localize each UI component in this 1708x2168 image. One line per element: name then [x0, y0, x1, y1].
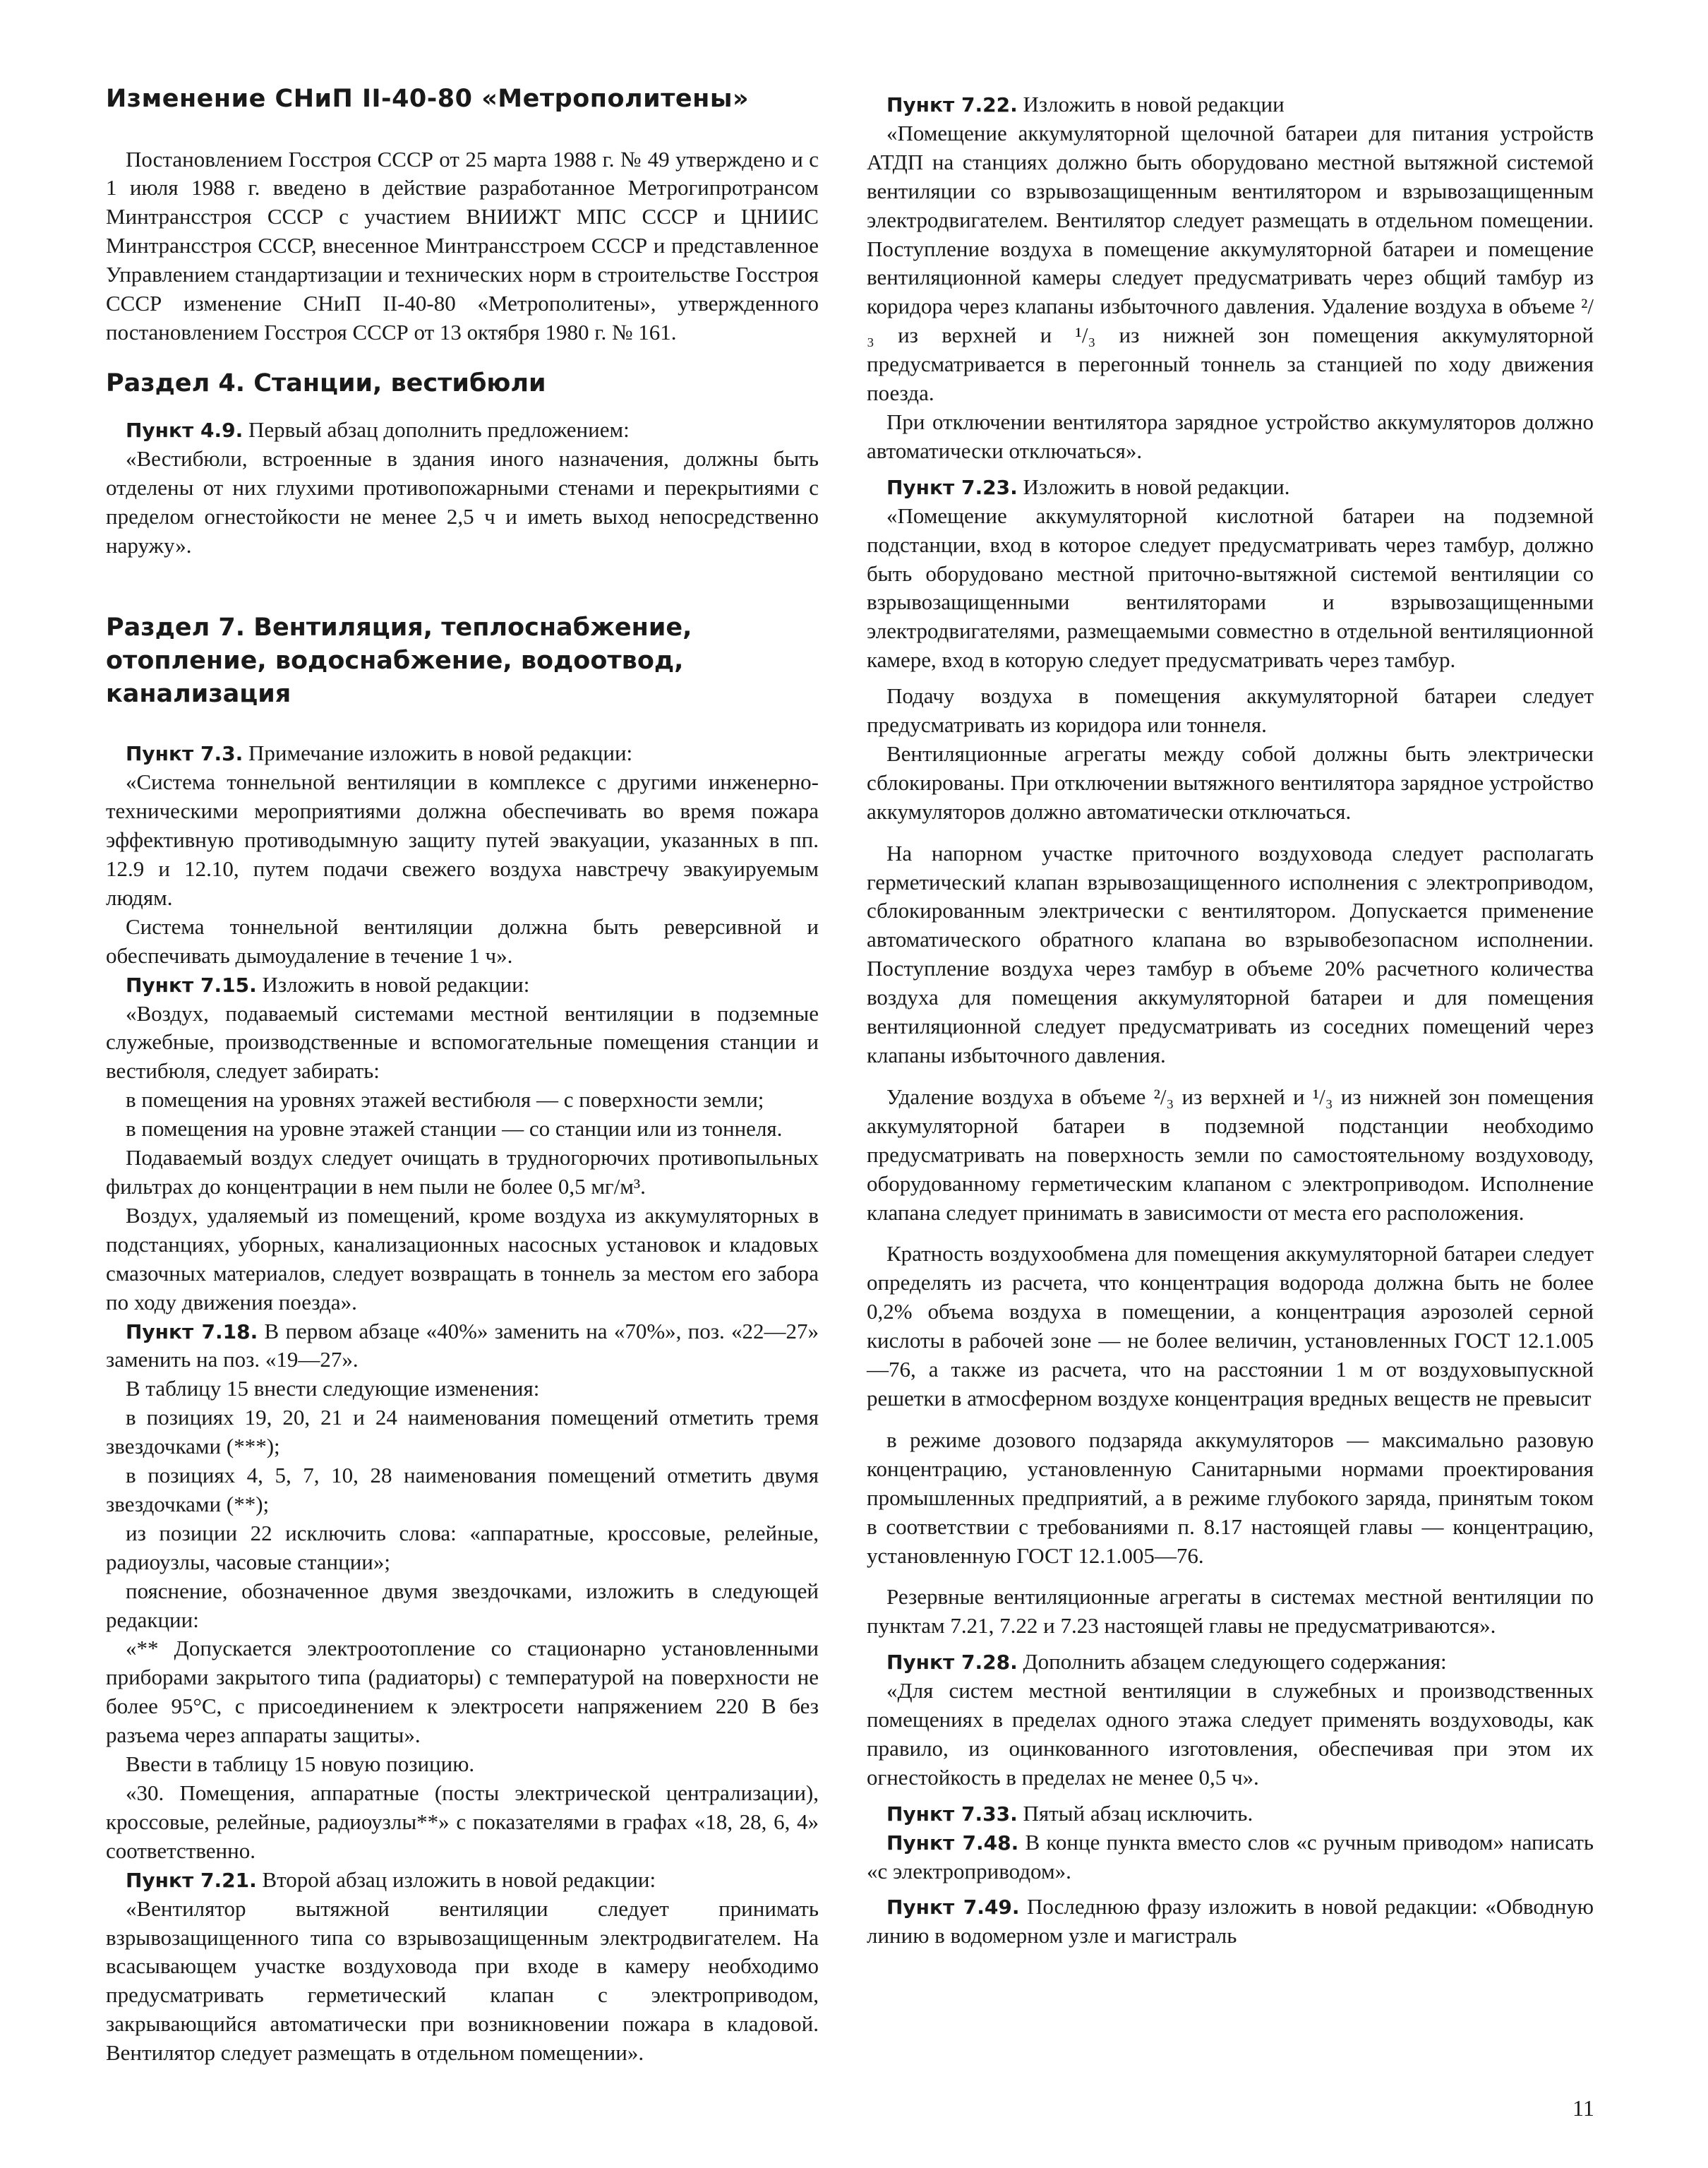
- paragraph-7-23-a: «Помещение аккумуляторной кислотной батареи на подземной подстанции, вход в которое следует предусматривать через тамбур, должно быть оборудовано местной приточно-вытяжной системой вентиляции со взрывозащищенными вентиляторами и взрывозащищенными электродвигателями, размещаемыми совместно в отдельной вентиляционной камере, вход в которую следует предусматривать через тамбур.: [867, 503, 1594, 673]
- paragraph-7-15-c: в помещения на уровне этажей станции — со станции или из тоннеля.: [126, 1116, 783, 1142]
- clause-label-7-33: Пункт 7.33.: [886, 1802, 1018, 1826]
- paragraph-7-15: [106, 971, 819, 1000]
- paragraph-4-9-text: «Вестибюли, встроенные в здания иного назначения, должны быть отделены от них глухими противопожарными стенами и перекрытиями с пределом огнестойкости не менее 2,5 ч и иметь выход непосредственно наружу».: [106, 446, 819, 558]
- clause-text-4-9: Первый абзац дополнить предложением:: [243, 417, 630, 443]
- clause-text-7-33: Пятый абзац исключить.: [1017, 1800, 1253, 1826]
- clause-label-7-48: Пункт 7.48.: [886, 1831, 1019, 1855]
- paragraph-7-23-c: Вентиляционные агрегаты между собой должны быть электрически сблокированы. При отключении вытяжного вентилятора зарядное устройство аккумуляторов должно автоматически отключаться.: [867, 741, 1594, 824]
- clause-text-7-23: Изложить в новой редакции.: [1017, 474, 1290, 499]
- clause-label-7-22: Пункт 7.22.: [886, 93, 1018, 116]
- clause-text-7-21: Второй абзац изложить в новой редакции:: [256, 1867, 656, 1892]
- intro-paragraph: Постановлением Госстроя СССР от 25 марта 1988 г. № 49 утверждено и с 1 июля 1988 г. введено в действие разработанное Метрогипротрансом Минтрансстроя СССР с участием ВНИИЖТ МПС СССР и ЦНИИС Минтрансстроя СССР, внесенное Минтрансстроем СССР и представленное Управлением стандартизации и технических норм в строительстве Госстроя СССР изменение СНиП II-40-80 «Метрополитены», утвержденного постановлением Госстроя СССР от 13 октября 1980 г. № 161.: [106, 146, 819, 345]
- paragraph-7-23-g: в режиме дозового подзаряда аккумуляторов — максимально разовую концентрацию, установленную Санитарными нормами проектирования промышленных предприятий, а в режиме глубокого заряда, принятым током в соответствии с требованиями п. 8.17 настоящей главы — концентрацию, установленную ГОСТ 12.1.005—76.: [867, 1427, 1594, 1568]
- paragraph-7-23-h: Резервные вентиляционные агрегаты в системах местной вентиляции по пунктам 7.21, 7.22 и 7.23 настоящей главы не предусматриваются».: [867, 1584, 1594, 1639]
- paragraph-7-23: [867, 473, 1594, 502]
- paragraph-7-21-a: «Вентилятор вытяжной вентиляции следует принимать взрывозащищенного типа со взрывозащищенным электродвигателем. На всасывающем участке воздуховода при входе в камеру необходимо предусматривать герметический клапан с электроприводом, закрывающийся автоматически при возникновении пожара в кладовой. Вентилятор следует размещать в отдельном помещении».: [106, 1895, 819, 2066]
- paragraph-7-18-c: в позициях 4, 5, 7, 10, 28 наименования помещений отметить двумя звездочками (**);: [106, 1463, 819, 1516]
- clause-label-7-15: Пункт 7.15.: [126, 973, 257, 997]
- paragraph-7-15-e: Воздух, удаляемый из помещений, кроме воздуха из аккумуляторных в подстанциях, уборных, канализационных насосных установок и кладовых смазочных материалов, следует возвращать в тоннель за местом его забора по ходу движения поезда».: [106, 1202, 819, 1314]
- right-column: [867, 90, 1594, 1951]
- paragraph-7-23-e: Удаление воздуха в объеме ²/₃ из верхней и ¹/₃ из нижней зон помещения аккумуляторной батареи в подземной подстанции необходимо предусматривать на поверхность земли по самостоятельному воздуховоду, оборудованному герметическим клапаном с электроприводом. Исполнение клапана следует принимать в зависимости от места его расположения.: [867, 1084, 1594, 1225]
- paragraph-7-15-b: в помещения на уровнях этажей вестибюля — с поверхности земли;: [126, 1087, 764, 1113]
- paragraph-7-22-b: При отключении вентилятора зарядное устройство аккумуляторов должно автоматически отключаться».: [867, 409, 1594, 463]
- paragraph-7-22-a: «Помещение аккумуляторной щелочной батареи для питания устройств АТДП на станциях должно быть оборудовано местной вытяжной системой вентиляции со взрывозащищенным вентилятором и взрывозащищенным электродвигателем. Вентилятор следует размещать в отдельном помещении. Поступление воздуха в помещение аккумуляторной батареи и помещение вентиляционной камеры следует предусматривать через общий тамбур из коридора через клапаны избыточного давления. Удаление воздуха в объеме ²/₃ из верхней и ¹/₃ из нижней зон помещения аккумуляторной предусматривается в перегонный тоннель за станцией по ходу движения поезда.: [867, 120, 1594, 406]
- clause-label-4-9: Пункт 4.9.: [126, 419, 243, 443]
- paragraph-7-18-f: «** Допускается электроотопление со стационарно установленными приборами закрытого типа (радиаторы) с температурой на поверхности не более 95°С, с присоединением к электросети напряжением 220 В без разъема через аппараты защиты».: [106, 1636, 819, 1748]
- paragraph-7-18-h: «30. Помещения, аппаратные (посты электрической централизации), кроссовые, релейные, радиоузлы**» с показателями в графах «18, 28, 6, 4» соответственно.: [106, 1780, 819, 1863]
- paragraph-7-18: [106, 1317, 819, 1375]
- clause-label-7-18: Пункт 7.18.: [126, 1319, 258, 1343]
- paragraph-7-23-d: На напорном участке приточного воздуховода следует располагать герметический клапан взрывозащищенного исполнения с электроприводом, сблокированным электрически с вентилятором. Допускается применение автоматического обратного клапана во взрывобезопасном исполнении. Поступление воздуха через тамбур в объеме 20% расчетного количества воздуха для помещения аккумуляторной батареи и для помещения вентиляционной следует предусматривать из соседних помещений через клапаны избыточного давления.: [867, 840, 1594, 1067]
- paragraph-7-49: [867, 1893, 1594, 1951]
- clause-text-7-3: Примечание изложить в новой редакции:: [243, 741, 633, 766]
- clause-label-7-28: Пункт 7.28.: [886, 1651, 1018, 1675]
- paragraph-7-18-a: В таблицу 15 внести следующие изменения:: [126, 1376, 540, 1401]
- paragraph-7-3-b: Система тоннельной вентиляции должна быть реверсивной и обеспечивать дымоудаление в течение 1 ч».: [106, 914, 819, 968]
- clause-label-7-49: Пункт 7.49.: [886, 1895, 1020, 1920]
- clause-text-7-22: Изложить в новой редакции: [1017, 92, 1285, 116]
- paragraph-7-22: [867, 90, 1594, 119]
- paragraph-7-18-d: из позиции 22 исключить слова: «аппаратные, кроссовые, релейные, радиоузлы, часовые станции»;: [106, 1520, 819, 1574]
- clause-text-7-28: Дополнить абзацем следующего содержания:: [1017, 1649, 1447, 1675]
- page-number: 11: [1572, 2095, 1594, 2121]
- clause-text-7-15: Изложить в новой редакции:: [256, 971, 530, 997]
- paragraph-4-9: [106, 416, 819, 445]
- section-7-heading: Раздел 7. Вентиляция, теплоснабжение, отопление, водоснабжение, водоотвод, канализация: [106, 613, 692, 709]
- paragraph-7-23-f: Кратность воздухообмена для помещения аккумуляторной батареи следует определять из расчета, что концентрация водорода должна быть не более 0,2% объема воздуха в помещении, а концентрация аэрозолей серной кислоты в рабочей зоне — не более величин, установленных ГОСТ 12.1.005—76, а также из расчета, что на расстоянии 1 м от воздуховыпускной решетки в атмосферном воздухе концентрация вредных веществ не превысит: [867, 1241, 1594, 1411]
- clause-label-7-23: Пункт 7.23.: [886, 475, 1018, 499]
- paragraph-7-18-e: пояснение, обозначенное двумя звездочками, изложить в следующей редакции:: [106, 1578, 819, 1632]
- paragraph-7-3-a: «Система тоннельной вентиляции в комплексе с другими инженерно-техническими мероприятиями должна обеспечивать во время пожара эффективную противодымную защиту путей эвакуации, указанных в пп. 12.9 и 12.10, путем подачи свежего воздуха навстречу эвакуируемым людям.: [106, 769, 819, 910]
- paragraph-7-18-g: Ввести в таблицу 15 новую позицию.: [126, 1751, 475, 1777]
- paragraph-7-28: [867, 1648, 1594, 1677]
- paragraph-7-23-b: Подачу воздуха в помещения аккумуляторной батареи следует предусматривать из коридора или тоннеля.: [867, 683, 1594, 738]
- clause-text-7-49: Последнюю фразу изложить в новой редакции: «Обводную линию в водомерном узле и магистраль: [867, 1894, 1594, 1948]
- clause-text-7-48: В конце пункта вместо слов «с ручным приводом» написать «с электроприводом».: [867, 1829, 1594, 1883]
- clause-text-7-18: В первом абзаце «40%» заменить на «70%», поз. «22—27» заменить на поз. «19—27».: [106, 1318, 819, 1372]
- paragraph-7-21: [106, 1866, 819, 1895]
- clause-label-7-3: Пункт 7.3.: [126, 742, 243, 766]
- paragraph-7-28-a: «Для систем местной вентиляции в служебных и производственных помещениях в пределах одного этажа следует применять воздуховоды, как правило, из оцинкованного изготовления, обеспечивая при этом их огнестойкость в пределах не менее 0,5 ч».: [867, 1678, 1594, 1790]
- paragraph-7-15-d: Подаваемый воздух следует очищать в трудногорючих противопыльных фильтрах до концентрации в нем пыли не более 0,5 мг/м³.: [106, 1145, 819, 1199]
- left-column: [106, 83, 819, 2068]
- paragraph-7-3: [106, 739, 819, 768]
- document-title: Изменение СНиП II-40-80 «Метрополитены»: [106, 85, 750, 113]
- paragraph-7-33: [867, 1799, 1594, 1828]
- section-4-heading: Раздел 4. Станции, вестибюли: [106, 369, 546, 397]
- paragraph-7-18-b: в позициях 19, 20, 21 и 24 наименования помещений отметить тремя звездочками (***);: [106, 1405, 819, 1459]
- paragraph-7-15-a: «Воздух, подаваемый системами местной вентиляции в подземные служебные, производственные и вспомогательные помещения станции и вестибюля, следует забирать:: [106, 1000, 819, 1084]
- clause-label-7-21: Пункт 7.21.: [126, 1868, 257, 1892]
- paragraph-7-48: [867, 1828, 1594, 1886]
